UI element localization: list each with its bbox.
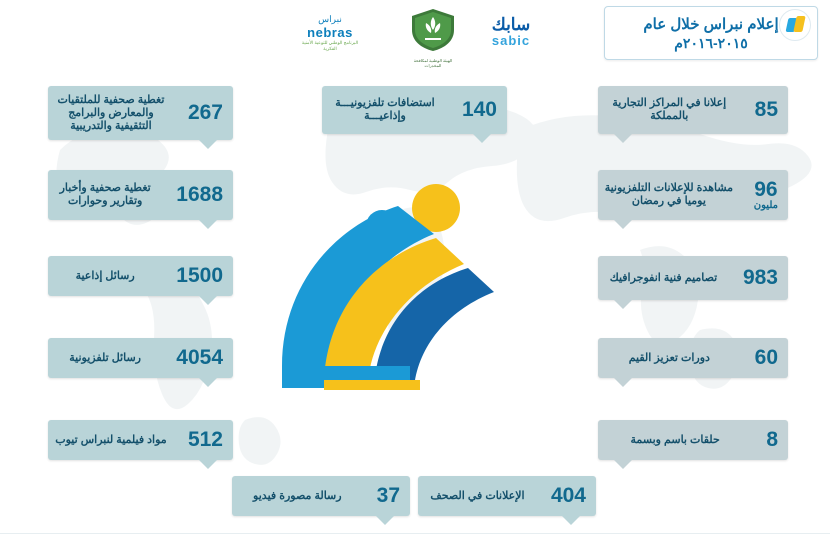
page-title-line2: ٢٠١٥-٢٠١٦م bbox=[674, 34, 748, 51]
card-pointer bbox=[614, 220, 632, 229]
stat-number: 8 bbox=[766, 427, 778, 451]
header bbox=[0, 0, 830, 66]
stat-card bbox=[232, 476, 410, 516]
nebras-logo-subtitle: البرنامج الوطني للتوعية الأمنية الفكرية bbox=[301, 40, 359, 51]
nebras-mark-icon bbox=[779, 9, 811, 41]
stat-number-unit: مليون bbox=[753, 199, 778, 211]
card-pointer bbox=[376, 516, 394, 525]
stat-card bbox=[48, 338, 233, 378]
stat-label: رسائل تلفزيونية bbox=[69, 351, 141, 364]
card-pointer bbox=[199, 460, 217, 469]
stat-label: إعلانا في المراكز التجارية بالمملكة bbox=[612, 97, 727, 122]
stat-number: 4054 bbox=[176, 345, 223, 369]
stat-card bbox=[48, 256, 233, 296]
page-title bbox=[604, 6, 818, 60]
stat-number: 512 bbox=[187, 427, 223, 451]
stat-label: استضافات تلفزيونيـــة وإذاعيـــة bbox=[335, 97, 435, 122]
card-pointer bbox=[473, 134, 491, 143]
footer-bar bbox=[0, 533, 830, 548]
stat-label: رسالة مصورة فيديو bbox=[253, 489, 342, 502]
stat-label: تغطية صحفية وأخبار وتقارير وحوارات bbox=[59, 182, 151, 207]
stat-number: 267 bbox=[187, 100, 223, 124]
stat-card bbox=[48, 170, 233, 220]
stat-number: 1688 bbox=[176, 182, 223, 206]
sabic-logo bbox=[478, 16, 544, 54]
stat-label: تصاميم فنية انفوجرافيك bbox=[609, 271, 718, 284]
stat-number-value: 96 bbox=[754, 177, 778, 201]
stat-card bbox=[418, 476, 596, 516]
card-pointer bbox=[614, 378, 632, 387]
stat-number: 85 bbox=[754, 97, 778, 121]
page-title-line1: إعلام نبراس خلال عام bbox=[643, 15, 779, 33]
stat-number: 60 bbox=[754, 345, 778, 369]
stat-label: دورات تعزيز القيم bbox=[628, 351, 710, 364]
card-pointer bbox=[199, 140, 217, 149]
stat-label: الإعلانات في الصحف bbox=[430, 489, 525, 502]
stat-number: 404 bbox=[550, 483, 586, 507]
stat-label: مواد فيلمية لنبراس تيوب bbox=[55, 433, 167, 446]
stat-number bbox=[744, 179, 788, 212]
card-pointer bbox=[562, 516, 580, 525]
stat-label: حلقات باسم وبسمة bbox=[630, 433, 720, 446]
stat-label: تغطية صحفية للملتقيات والمعارض والبرامج التثقيفية والتدريبية bbox=[57, 93, 165, 132]
stat-number: 140 bbox=[461, 97, 497, 121]
stat-card bbox=[322, 86, 507, 134]
stat-card bbox=[598, 420, 788, 460]
shield-icon bbox=[409, 8, 457, 52]
stat-card bbox=[598, 256, 788, 300]
ministry-shield-logo bbox=[405, 8, 461, 68]
stat-card bbox=[598, 86, 788, 134]
sabic-logo-arabic: سابك bbox=[491, 15, 531, 34]
nebras-logo bbox=[300, 14, 360, 56]
ministry-shield-caption: الهيئة الوطنية لمكافحة المخدرات bbox=[413, 58, 453, 68]
stat-label: رسائل إذاعية bbox=[75, 269, 135, 282]
stat-card bbox=[48, 86, 233, 140]
nebras-emblem bbox=[258, 160, 518, 420]
card-pointer bbox=[199, 296, 217, 305]
sabic-logo-english: sabic bbox=[491, 33, 531, 48]
card-pointer bbox=[614, 134, 632, 143]
card-pointer bbox=[199, 378, 217, 387]
stat-number: 37 bbox=[376, 483, 400, 507]
stat-card bbox=[598, 170, 788, 220]
stat-card bbox=[48, 420, 233, 460]
stat-label: مشاهدة للإعلانات التلفزيونية يوميا في رمضان bbox=[604, 182, 734, 207]
stat-number: 983 bbox=[742, 265, 778, 289]
card-pointer bbox=[199, 220, 217, 229]
card-pointer bbox=[614, 300, 632, 309]
nebras-logo-arabic: نبراس bbox=[318, 14, 342, 24]
nebras-logo-english: nebras bbox=[307, 25, 353, 40]
card-pointer bbox=[614, 460, 632, 469]
stat-number: 1500 bbox=[176, 263, 223, 287]
stat-card bbox=[598, 338, 788, 378]
